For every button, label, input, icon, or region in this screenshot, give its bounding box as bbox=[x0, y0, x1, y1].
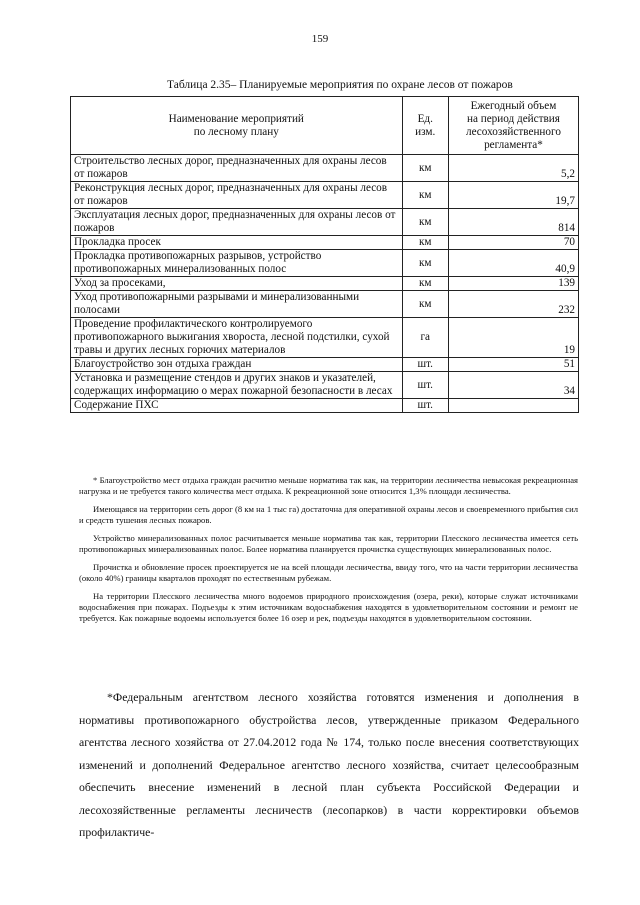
cell-measure: Установка и размещение стендов и других знаков и указателей, содержащих информацию о мерах пожарной безопасности в лесах bbox=[71, 372, 403, 399]
cell-value: 139 bbox=[448, 277, 578, 291]
cell-value: 40,9 bbox=[448, 250, 578, 277]
cell-value: 19 bbox=[448, 318, 578, 358]
table-row bbox=[71, 399, 579, 413]
cell-measure: Благоустройство зон отдыха граждан bbox=[71, 358, 403, 372]
cell-unit: км bbox=[402, 209, 448, 236]
cell-measure: Прокладка просек bbox=[71, 236, 403, 250]
header-volume-line1: Ежегодный объем bbox=[470, 99, 557, 112]
cell-measure: Реконструкция лесных дорог, предназначенных для охраны лесов от пожаров bbox=[71, 182, 403, 209]
cell-unit: км bbox=[402, 236, 448, 250]
cell-value bbox=[448, 399, 578, 413]
cell-unit: га bbox=[402, 318, 448, 358]
header-unit-line2: изм. bbox=[415, 125, 436, 138]
table-header-row bbox=[71, 97, 579, 155]
cell-unit: км bbox=[402, 277, 448, 291]
cell-measure: Уход за просеками, bbox=[71, 277, 403, 291]
cell-value: 51 bbox=[448, 358, 578, 372]
note-paragraph: На территории Плесского лесничества много водоемов природного происхождения (озера, реки), которые служат источниками водоснабжения при пожарах. Подъезды к этим источникам водоснабжения находятся в удовлетворительном состоянии и ремонт не требуется. Как пожарные водоемы используется более 16 озер и рек, подъезды находятся в удовлетворительном состоянии. bbox=[79, 591, 578, 623]
note-paragraph: * Благоустройство мест отдыха граждан расчитно меньше норматива так как, на территории лесничества невысокая рекреационная нагрузка и не требуется такого количества мест отдыха. К рекреационной зоне относится 1,3% площади лесничества. bbox=[79, 475, 578, 496]
fire-protection-table bbox=[70, 96, 579, 413]
cell-unit: км bbox=[402, 155, 448, 182]
table-row bbox=[71, 155, 579, 182]
table-row bbox=[71, 236, 579, 250]
note-paragraph: Устройство минерализованных полос расчитывается меньше норматива так как, территории Плесского лесничества имеется сеть противопожарных минерализованных полос. Более норматива планируется прочистка существующих минерализованных полос. bbox=[79, 533, 578, 554]
note-paragraph: Прочистка и обновление просек проектируется не на всей площади лесничества, ввиду того, что на части территории лесничества (около 40%) границы кварталов проходят по естественным рубежам. bbox=[79, 562, 578, 583]
header-volume-line2: на период действия bbox=[466, 112, 560, 125]
table-notes bbox=[79, 475, 578, 631]
cell-unit: шт. bbox=[402, 358, 448, 372]
header-unit bbox=[402, 97, 448, 155]
header-volume-line4: регламента* bbox=[484, 138, 543, 151]
cell-value: 232 bbox=[448, 291, 578, 318]
table-row bbox=[71, 291, 579, 318]
cell-unit: км bbox=[402, 182, 448, 209]
cell-unit: км bbox=[402, 291, 448, 318]
page-number: 159 bbox=[311, 33, 329, 45]
cell-unit: шт. bbox=[402, 399, 448, 413]
cell-value: 34 bbox=[448, 372, 578, 399]
cell-unit: км bbox=[402, 250, 448, 277]
table-row bbox=[71, 372, 579, 399]
table-row bbox=[71, 209, 579, 236]
cell-measure: Содержание ПХС bbox=[71, 399, 403, 413]
header-annual-volume bbox=[448, 97, 578, 155]
cell-value: 70 bbox=[448, 236, 578, 250]
table-row bbox=[71, 318, 579, 358]
note-paragraph: Имеющаяся на территории сеть дорог (8 км на 1 тыс га) достаточна для оперативной охраны лесов и своевременного прибытия сил и средств тушения лесных пожаров. bbox=[79, 504, 578, 525]
header-unit-line1: Ед. bbox=[417, 112, 433, 125]
cell-value: 19,7 bbox=[448, 182, 578, 209]
header-measure-name bbox=[71, 97, 403, 155]
table-row bbox=[71, 250, 579, 277]
cell-measure: Уход противопожарными разрывами и минерализованными полосами bbox=[71, 291, 403, 318]
cell-measure: Проведение профилактического контролируемого противопожарного выжигания хворостa, лесной подстилки, сухой травы и других лесных горючих материалов bbox=[71, 318, 403, 358]
header-name-line1: Наименование мероприятий bbox=[168, 112, 304, 125]
table-caption: Таблица 2.35– Планируемые мероприятия по охране лесов от пожаров bbox=[167, 79, 513, 91]
header-name-line2: по лесному плану bbox=[193, 125, 279, 138]
body-paragraph: *Федеральным агентством лесного хозяйства готовятся изменения и дополнения в нормативы противопожарного обустройства лесов, утвержденные приказом Федерального агентства лесного хозяйства от 27.04.2012 года № 174, только после внесения соответствующих изменений и дополнений Федеральное агентство лесного хозяйства, считает целесообразным обеспечить внесение изменений в лесной план субъекта Российской Федерации и лесохозяйственные регламенты лесничеств (лесопарков) в части корректировки объемов профилактиче- bbox=[79, 690, 579, 839]
cell-measure: Прокладка противопожарных разрывов, устройство противопожарных минерализованных полос bbox=[71, 250, 403, 277]
cell-value: 814 bbox=[448, 209, 578, 236]
cell-unit: шт. bbox=[402, 372, 448, 399]
cell-measure: Строительство лесных дорог, предназначенных для охраны лесов от пожаров bbox=[71, 155, 403, 182]
header-volume-line3: лесохозяйственного bbox=[465, 125, 561, 138]
table-row bbox=[71, 277, 579, 291]
cell-value: 5,2 bbox=[448, 155, 578, 182]
table-row bbox=[71, 182, 579, 209]
table-row bbox=[71, 358, 579, 372]
cell-measure: Эксплуатация лесных дорог, предназначенных для охраны лесов от пожаров bbox=[71, 209, 403, 236]
